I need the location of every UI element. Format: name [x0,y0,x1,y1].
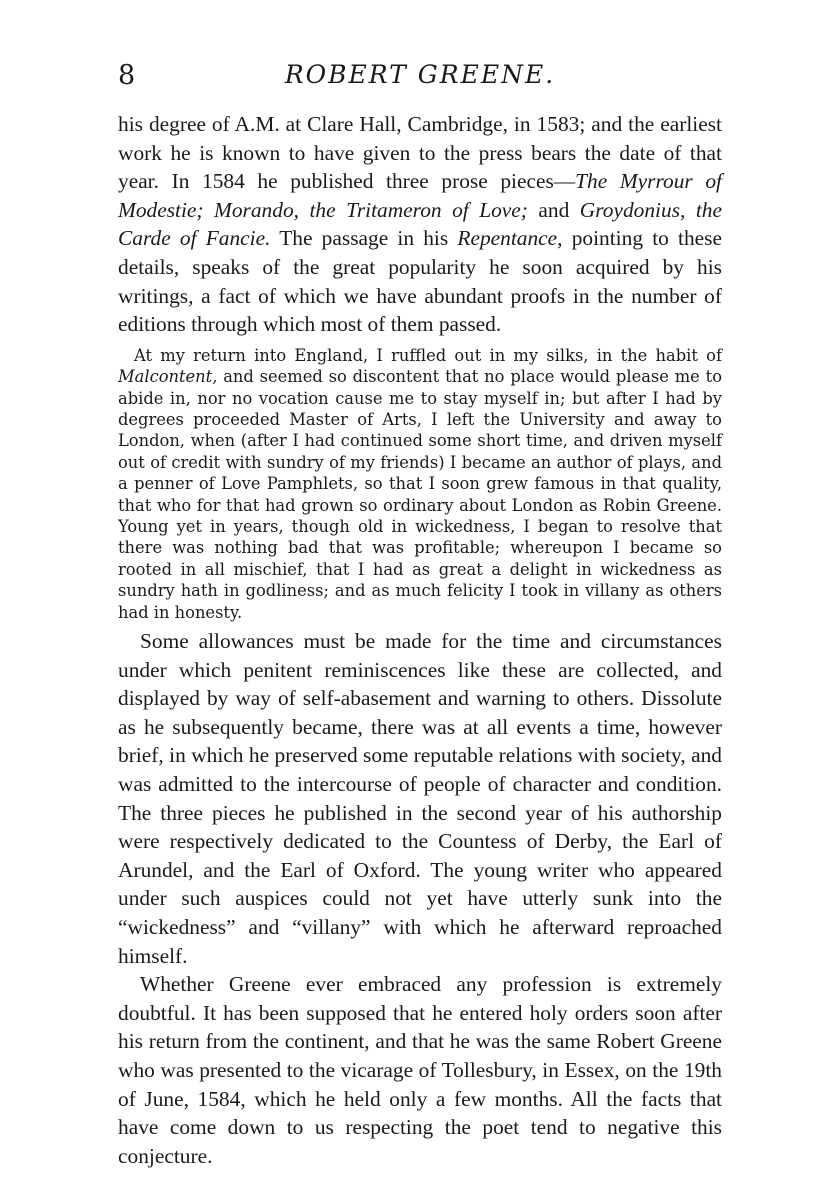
work-title: Groydonius, the Carde of Fancie. [118,197,722,251]
work-titles: The Myrrour of Modestie; Morando, the Tritameron of Love; [118,169,722,222]
work-title: Repentance, [457,226,563,251]
text-segment: his degree of A.M. at Clare Hall, Cambridge, in 1583; and the earliest work he is known to have given to the press bears the date of that year. In 1584 he published three prose pieces— [118,112,722,194]
paragraph: Whether Greene ever embraced any profession is extremely doubtful. It has been supposed that he entered holy orders soon after his return from the continent, and that he was the same Robert Greene who was presented to the vicarage of Tollesbury, in Essex, on the 19th of June, 1584, which he held only a few months. All the facts that have come down to us respecting the poet tend to negative this conjecture. [118,972,722,1168]
running-head: ROBERT GREENE. [284,60,556,89]
quote-title: Malcontent, [118,367,218,387]
quote-segment: and seemed so discontent that no place would please me to abide in, nor no vocation cause me to stay myself in; but after I had by degrees proceeded Master of Arts, I left the University and away to London, when (after I had continued some short time, and driven myself out of credit with sundry of my friends) I became an author of plays, and a penner of Love Pamphlets, so that I soon grew famous in that quality, that who for that had grown so ordinary about London as Robin Greene. Young yet in years, though old in wickedness, I began to resolve that there was nothing bad that was profitable; whereupon I became so rooted in all mischief, that I had as great a delight in wickedness as sundry hath in godliness; and as much felicity I took in villany as others had in honesty. [118,367,722,622]
text-segment: pointing to these details, speaks of the great popularity he soon acquired by his writings, a fact of which we have abundant proofs in the number of editions through which most of them passed. [118,226,722,337]
page-number: 8 [118,60,136,91]
text-segment: and [527,197,580,222]
body-text [118,110,722,1170]
paragraph-continued [118,110,722,339]
paragraph: Some allowances must be made for the time and circumstances under which penitent reminiscences like these are collected, and displayed by way of self-abasement and warning to others. Dissolute as he subsequently became, there was at all events a time, however brief, in which he preserved some reputable relations with society, and was admitted to the intercourse of people of character and condition. The three pieces he published in the second year of his authorship were respectively dedicated to the Countess of Derby, the Earl of Arundel, and the Earl of Oxford. The young writer who appeared under such auspices could not yet have utterly sunk into the “wickedness” and “villany” with which he afterward reproached himself. [118,629,722,968]
quote-segment: At my return into England, I ruffled out in my silks, in the habit of [134,345,722,365]
page-header [118,60,722,96]
block-quote [118,345,722,623]
text-segment: The passage in his [270,226,458,251]
